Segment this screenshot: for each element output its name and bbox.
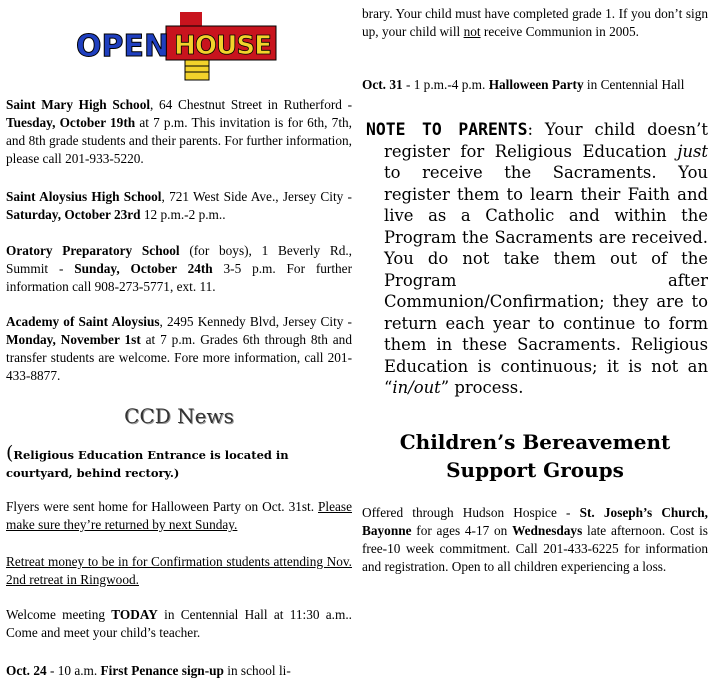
text: Welcome meeting: [6, 607, 112, 622]
text: , 2495 Kennedy Blvd, Jersey City -: [159, 314, 352, 329]
open-house-oratory: [6, 242, 352, 296]
bereavement-heading: Children’s Bereavement Support Groups: [399, 430, 671, 482]
logo-text-open: OPEN: [76, 29, 170, 64]
text: late afternoon. Cost is free-10 week commitment. Call 201-433-6225 for information and registration. Open to all children experiencing a loss.: [362, 523, 708, 574]
school-name: Academy of Saint Aloysius: [6, 314, 160, 329]
italic-text: just: [677, 141, 708, 161]
bold-text: TODAY: [111, 607, 158, 622]
text: in Centennial Hall: [583, 77, 685, 92]
paren: (: [6, 442, 14, 464]
text: , 64 Chestnut Street in Rutherford -: [150, 97, 353, 112]
text: at 7 p.m. Grades 6th through 8th and transfer students are welcome. Fore more information, call 201-433-8877.: [6, 332, 352, 383]
event-date: Monday, November 1st: [6, 332, 141, 347]
logo-text-house: HOUSE: [174, 31, 272, 61]
text: at 7 p.m. This invitation is for 6th, 7th, and 8th grade students and their parents. For further information, please call 201-933-5220.: [6, 115, 352, 166]
text: ” process.: [440, 378, 524, 397]
text: : Your child doesn’t register for Religious Education: [384, 120, 708, 161]
underlined-text: Retreat money to be in for Confirmation students attending Nov. 2nd retreat in Ringwood.: [6, 554, 352, 587]
text: 3-5 p.m. For further information call 908-273-5771, ext. 11.: [6, 261, 352, 294]
open-house-saint-aloysius-hs: [6, 188, 352, 224]
event-date: Oct. 31: [362, 77, 403, 92]
text: , 721 West Side Ave., Jersey City -: [161, 189, 352, 204]
open-house-logo: [70, 10, 280, 82]
first-penance-continued: [362, 5, 708, 41]
school-name: Saint Aloysius High School: [6, 189, 162, 204]
welcome-paragraph: [6, 606, 352, 642]
bold-text: First Penance sign-up: [100, 663, 224, 678]
text: (for boys), 1 Beverly Rd., Summit -: [6, 243, 352, 276]
open-house-academy: [6, 313, 352, 385]
school-name: Saint Mary High School: [6, 97, 151, 112]
flyers-paragraph: [6, 498, 352, 534]
text: - 1 p.m.-4 p.m.: [402, 77, 489, 92]
text: to receive the Sacraments. You register them to learn their Faith and live as a Catholic and within the Program the Sacraments are received. You do not take them out of the Program after Communion/Confirmation; they are to return each year to continue to form them in these Sacraments. Religious Education is continuous; it is not an “: [384, 163, 708, 397]
bold-text: Halloween Party: [488, 77, 584, 92]
bold-text: St. Joseph’s Church, Bayonne: [362, 505, 708, 538]
retreat-paragraph: [6, 553, 352, 589]
event-date: Sunday, October 24th: [74, 261, 213, 276]
text: Offered through Hudson Hospice -: [362, 505, 580, 520]
bold-text: Wednesdays: [512, 523, 583, 538]
text: in school li-: [223, 663, 291, 678]
underlined-text: not: [463, 24, 481, 39]
text: Flyers were sent home for Halloween Party on Oct. 31st.: [6, 499, 319, 514]
text: receive Communion in 2005.: [480, 24, 640, 39]
underlined-text: Please make sure they’re returned by next Sunday.: [6, 499, 352, 532]
italic-text: in/out: [392, 378, 441, 397]
text: 12 p.m.-2 p.m..: [140, 207, 226, 222]
text: - 10 a.m.: [46, 663, 101, 678]
entrance-text: Religious Education Entrance is located in courtyard, behind rectory.): [6, 448, 289, 480]
text: brary. Your child must have completed grade 1. If you don’t sign up, your child will: [362, 6, 708, 39]
bereavement-paragraph: [362, 504, 708, 576]
oct24-paragraph: [6, 662, 352, 680]
oct31-paragraph: [362, 76, 708, 94]
note-to-parents: [366, 119, 708, 399]
religious-ed-entrance-note: [6, 444, 352, 482]
ccd-news-title: CCD News: [124, 404, 234, 428]
note-label: NOTE TO PARENTS: [366, 120, 528, 139]
event-date: Saturday, October 23rd: [6, 207, 141, 222]
text: for ages 4-17 on: [411, 523, 513, 538]
school-name: Oratory Preparatory School: [6, 243, 180, 258]
event-date: Oct. 24: [6, 663, 47, 678]
event-date: Tuesday, October 19th: [6, 115, 136, 130]
text: in Centennial Hall at 11:30 a.m.. Come and meet your child’s teacher.: [6, 607, 352, 640]
open-house-saint-mary: [6, 96, 352, 168]
